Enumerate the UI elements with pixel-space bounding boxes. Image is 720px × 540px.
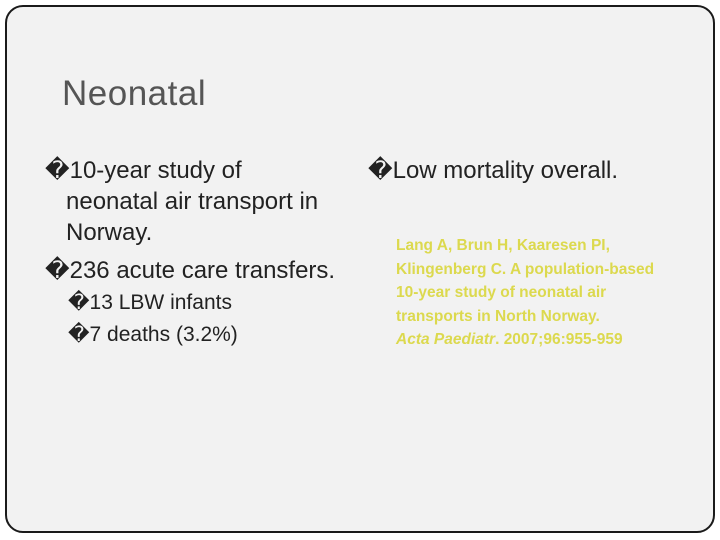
bullet-text: 10-year study of — [69, 157, 242, 184]
bullet-marker-icon: � — [45, 257, 70, 284]
reference-line: Lang A, Brun H, Kaaresen PI, — [396, 237, 610, 254]
bullet-marker-icon: � — [45, 157, 70, 184]
bullet-text: 236 acute care transfers. — [69, 257, 336, 284]
bullet-continuation: Norway. — [66, 219, 153, 246]
bullet-continuation: neonatal air transport in — [66, 188, 319, 215]
bullet-transfers — [45, 255, 335, 286]
reference-journal: Acta Paediatr — [396, 331, 496, 348]
reference-line: 10-year study of neonatal air — [396, 284, 607, 301]
reference-line: Klingenberg C. A population-based — [396, 260, 655, 278]
sub-bullet-text: 13 LBW infants — [89, 291, 232, 314]
bullet-marker-icon: � — [68, 291, 90, 314]
bullet-marker-icon: � — [368, 157, 393, 184]
sub-bullet-text: 7 deaths (3.2%) — [89, 323, 238, 346]
sub-bullet-deaths — [68, 320, 238, 350]
reference-citation — [396, 234, 654, 352]
sub-bullet-lbw — [68, 288, 232, 318]
reference-citation-details: . 2007;96:955-959 — [495, 331, 623, 348]
bullet-text: Low mortality overall. — [392, 157, 619, 184]
bullet-study — [45, 155, 242, 186]
reference-line: transports in North Norway. — [396, 307, 600, 325]
bullet-marker-icon: � — [68, 323, 90, 346]
bullet-mortality — [368, 155, 618, 186]
reference-journal-line — [396, 328, 654, 352]
slide-title: Neonatal — [62, 74, 207, 113]
